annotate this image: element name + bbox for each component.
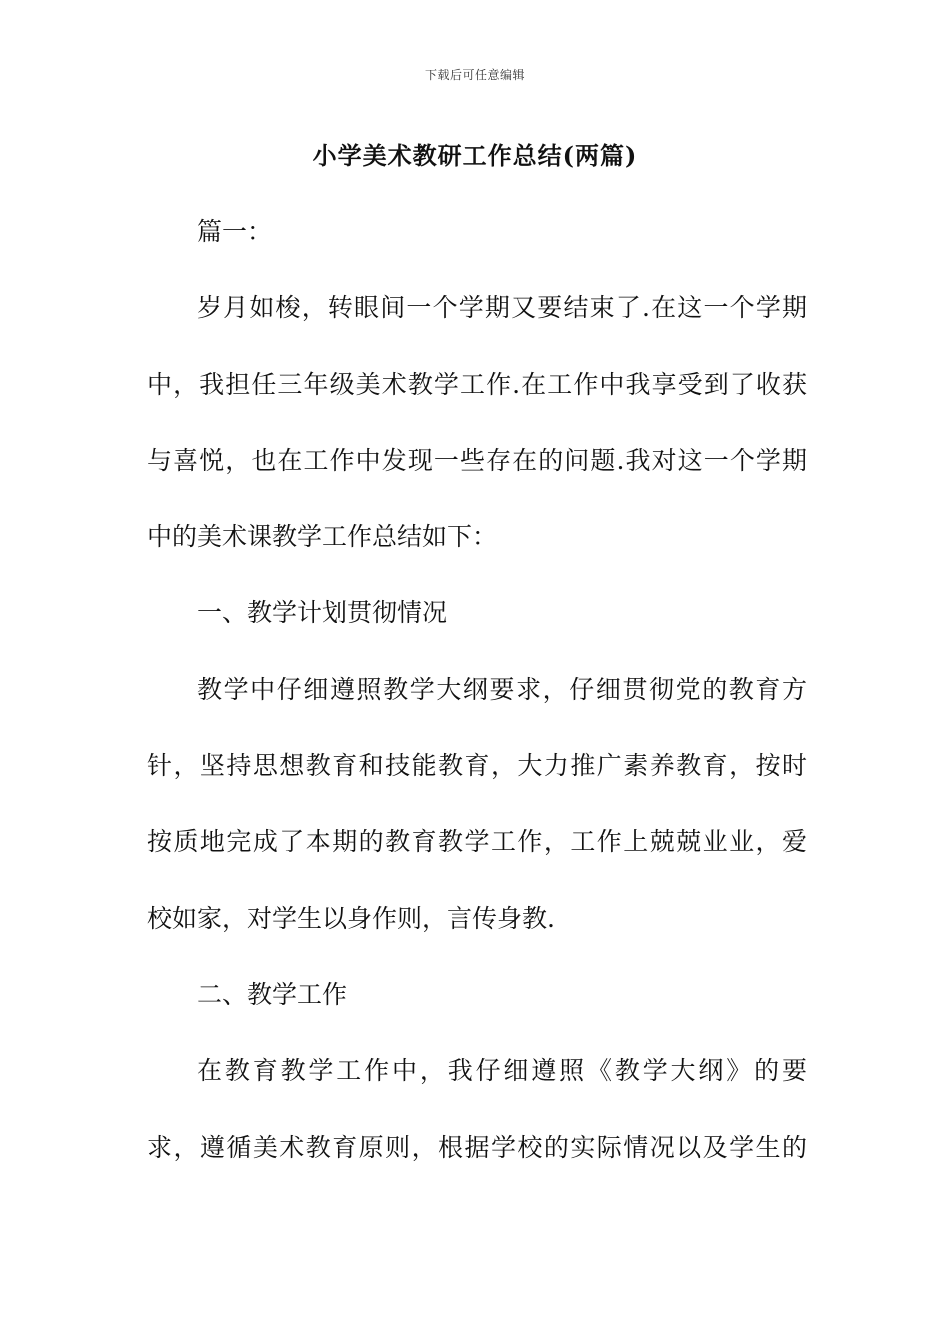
paragraph-line: 中，我担任三年级美术教学工作.在工作中我享受到了收获 xyxy=(147,369,807,399)
document-title: 小学美术教研工作总结(两篇) xyxy=(312,141,638,170)
paragraph-line: 与喜悦，也在工作中发现一些存在的问题.我对这一个学期 xyxy=(147,445,807,475)
section-heading: 二、教学工作 xyxy=(197,979,348,1009)
paragraph-line: 中的美术课教学工作总结如下： xyxy=(147,522,498,552)
paragraph-line: 按质地完成了本期的教育教学工作，工作上兢兢业业，爱 xyxy=(147,827,807,857)
section-label: 篇一： xyxy=(197,217,273,246)
header-note: 下载后可任意编辑 xyxy=(424,68,525,82)
paragraph-line: 针，坚持思想教育和技能教育，大力推广素养教育，按时 xyxy=(147,751,807,781)
paragraph-line: 校如家，对学生以身作则，言传身教. xyxy=(147,903,555,933)
paragraph-line: 岁月如梭，转眼间一个学期又要结束了.在这一个学期 xyxy=(197,293,807,323)
document-body xyxy=(147,207,807,1199)
paragraph-line: 在教育教学工作中，我仔细遵照《教学大纲》的要 xyxy=(197,1056,807,1086)
section-heading: 一、教学计划贯彻情况 xyxy=(197,598,448,628)
paragraph-line: 求，遵循美术教育原则，根据学校的实际情况以及学生的 xyxy=(147,1132,807,1162)
paragraph-line: 教学中仔细遵照教学大纲要求，仔细贯彻党的教育方 xyxy=(197,674,807,704)
